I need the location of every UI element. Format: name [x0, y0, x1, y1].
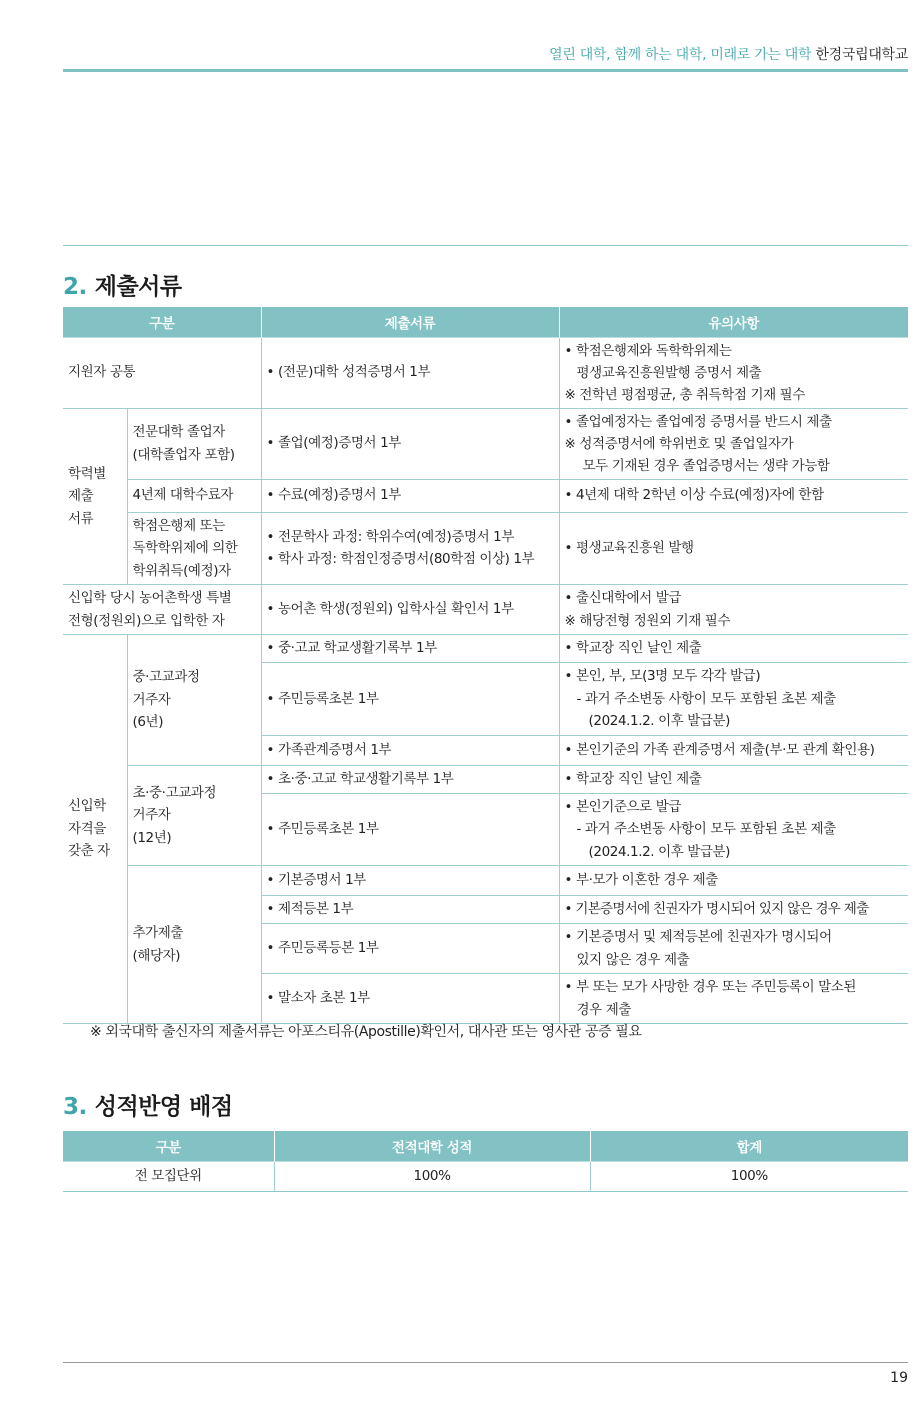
score-grade-cell: 100% [274, 1161, 590, 1191]
notes-cell: • 학교장 직인 날인 제출 [559, 765, 908, 793]
documents-cell: • 농어촌 학생(정원외) 입학사실 확인서 1부 [261, 585, 559, 635]
table-row [63, 337, 908, 408]
notes-cell: • 부 또는 모가 사망한 경우 또는 주민등록이 말소된 경우 제출 [559, 974, 908, 1024]
section-3-number: 3. [63, 1094, 87, 1120]
documents-cell: • (전문)대학 성적증명서 1부 [261, 337, 559, 408]
score-total-cell: 100% [590, 1161, 908, 1191]
documents-cell: • 중·고교 학교생활기록부 1부 [261, 635, 559, 663]
notes-cell: • 학점은행제와 독학학위제는 평생교육진흥원발행 증명서 제출 ※ 전학년 평점평균, 총 취득학점 기재 필수 [559, 337, 908, 408]
documents-cell: • 주민등록초본 1부 [261, 793, 559, 866]
notes-cell: • 학교장 직인 날인 제출 [559, 635, 908, 663]
table-row [63, 866, 908, 896]
table-row [63, 408, 908, 479]
notes-cell: • 졸업예정자는 졸업예정 증명서를 반드시 제출 ※ 성적증명서에 학위번호 및 졸업일자가 모두 기재된 경우 졸업증명서는 생략 가능함 [559, 408, 908, 479]
footer-divider [63, 1362, 908, 1363]
notes-cell: • 평생교육진흥원 발행 [559, 512, 908, 585]
category-cell: 신입학 당시 농어촌학생 특별 전형(정원외)으로 입학한 자 [63, 585, 261, 635]
documents-cell: • 가족관계증명서 1부 [261, 735, 559, 765]
table-row [63, 1161, 908, 1191]
documents-cell: • 수료(예정)증명서 1부 [261, 479, 559, 512]
documents-cell: • 초·중·고교 학교생활기록부 1부 [261, 765, 559, 793]
table-row [63, 479, 908, 512]
section-3-title [63, 1088, 233, 1121]
table-row [63, 512, 908, 585]
section-divider [63, 245, 908, 246]
section-2-heading: 제출서류 [94, 274, 182, 300]
header-category: 구분 [63, 307, 261, 337]
documents-cell: • 말소자 초본 1부 [261, 974, 559, 1024]
notes-cell: • 부·모가 이혼한 경우 제출 [559, 866, 908, 896]
page-header [549, 44, 908, 64]
header-documents: 제출서류 [261, 307, 559, 337]
group-cell: 학력별 제출 서류 [63, 408, 127, 585]
documents-cell: • 전문학사 과정: 학위수여(예정)증명서 1부 • 학사 과정: 학점인정증명서(80학점 이상) 1부 [261, 512, 559, 585]
documents-cell: • 졸업(예정)증명서 1부 [261, 408, 559, 479]
header-slogan: 열린 대학, 함께 하는 대학, 미래로 가는 대학 [549, 47, 812, 63]
notes-cell: • 본인, 부, 모(3명 모두 각각 발급) - 과거 주소변동 사항이 모두 포함된 초본 제출 (2024.1.2. 이후 발급분) [559, 663, 908, 736]
notes-cell: • 본인기준으로 발급 - 과거 주소변동 사항이 모두 포함된 초본 제출 (2024.1.2. 이후 발급분) [559, 793, 908, 866]
subcategory-cell: 중·고교과정 거주자 (6년) [127, 635, 261, 766]
header-university: 한경국립대학교 [815, 47, 908, 63]
header-notes: 유의사항 [559, 307, 908, 337]
notes-cell: • 4년제 대학 2학년 이상 수료(예정)자에 한함 [559, 479, 908, 512]
score-table [63, 1131, 908, 1192]
table-row [63, 635, 908, 663]
section-2-title [63, 268, 182, 301]
subcategory-cell: 전문대학 졸업자 (대학졸업자 포함) [127, 408, 261, 479]
page-number: 19 [890, 1370, 908, 1386]
table-row [63, 765, 908, 793]
notes-cell: • 기본증명서 및 제적등본에 친권자가 명시되어 있지 않은 경우 제출 [559, 924, 908, 974]
section-3-heading: 성적반영 배점 [94, 1094, 233, 1120]
documents-cell: • 제적등본 1부 [261, 896, 559, 924]
notes-cell: • 본인기준의 가족 관계증명서 제출(부·모 관계 확인용) [559, 735, 908, 765]
score-unit-cell: 전 모집단위 [63, 1161, 274, 1191]
score-header-category: 구분 [63, 1131, 274, 1161]
documents-cell: • 주민등록초본 1부 [261, 663, 559, 736]
documents-cell: • 주민등록등본 1부 [261, 924, 559, 974]
documents-cell: • 기본증명서 1부 [261, 866, 559, 896]
category-cell: 지원자 공통 [63, 337, 261, 408]
subcategory-cell: 4년제 대학수료자 [127, 479, 261, 512]
foreign-university-note: ※ 외국대학 출신자의 제출서류는 아포스티유(Apostille)확인서, 대사관 또는 영사관 공증 필요 [90, 1024, 642, 1040]
group-cell: 신입학 자격을 갖춘 자 [63, 635, 127, 1024]
subcategory-cell: 추가제출 (해당자) [127, 866, 261, 1024]
notes-cell: • 기본증명서에 친권자가 명시되어 있지 않은 경우 제출 [559, 896, 908, 924]
header-divider [63, 69, 908, 72]
subcategory-cell: 학점은행제 또는 독학학위제에 의한 학위취득(예정)자 [127, 512, 261, 585]
score-header-grade: 전적대학 성적 [274, 1131, 590, 1161]
notes-cell: • 출신대학에서 발급 ※ 해당전형 정원외 기재 필수 [559, 585, 908, 635]
section-2-number: 2. [63, 274, 87, 300]
documents-table [63, 307, 908, 1024]
score-header-total: 합계 [590, 1131, 908, 1161]
table-row [63, 585, 908, 635]
subcategory-cell: 초·중·고교과정 거주자 (12년) [127, 765, 261, 866]
